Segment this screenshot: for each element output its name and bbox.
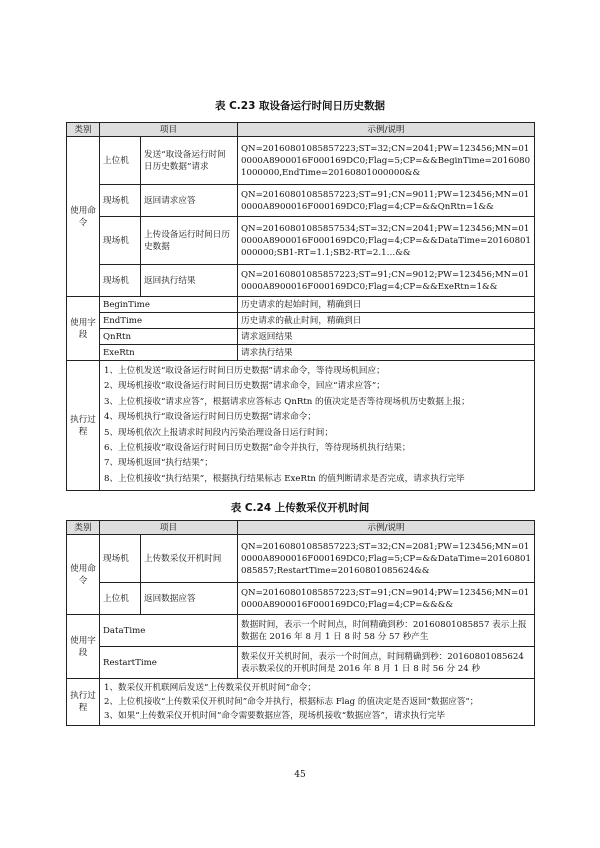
action-cell: 返回执行结果 bbox=[141, 265, 238, 297]
field-desc-cell: 请求执行结果 bbox=[238, 345, 535, 361]
table-row bbox=[67, 137, 535, 185]
category-cell: 使用字段 bbox=[67, 297, 100, 361]
header-item: 项目 bbox=[100, 521, 238, 535]
field-desc-cell: 历史请求的起始时间，精确到日 bbox=[238, 297, 535, 313]
category-cell: 执行过程 bbox=[67, 361, 100, 491]
category-cell: 使用字段 bbox=[67, 615, 100, 679]
field-name-cell: EndTime bbox=[100, 313, 238, 329]
table-row bbox=[67, 313, 535, 329]
field-name-cell: QnRtn bbox=[100, 329, 238, 345]
action-cell: 返回请求应答 bbox=[141, 185, 238, 217]
process-step: 5、现场机依次上报请求时间段内污染治理设备日运行时间； bbox=[104, 427, 333, 438]
table-row bbox=[67, 185, 535, 217]
example-cell: QN=20160801085857534;ST=32;CN=2041;PW=123456;MN=010000A8900016F000169DC0;Flag=4;CP=&&DataTime=20160801000000;SB1-RT=1.1;SB2-RT=2.1…&& bbox=[238, 217, 535, 265]
example-cell: QN=20160801085857223;ST=32;CN=2041;PW=123456;MN=010000A8900016F000169DC0;Flag=5;CP=&&BeginTime=20160801000000,EndTime=20160801000000&& bbox=[238, 137, 535, 185]
example-cell: QN=20160801085857223;ST=91;CN=9014;PW=123456;MN=010000A8900016F000169DC0;Flag=4;CP=&&&& bbox=[238, 583, 535, 615]
process-step: 8、上位机接收“执行结果”，根据执行结果标志 ExeRtn 的值判断请求是否完成，请求执行完毕 bbox=[104, 473, 465, 484]
process-step: 6、上位机接收“取设备运行时间日历史数据”命令并执行，等待现场机执行结果； bbox=[104, 443, 411, 454]
table-row bbox=[67, 345, 535, 361]
header-example: 示例/说明 bbox=[238, 123, 535, 137]
history-data-table bbox=[66, 122, 535, 491]
process-cell bbox=[100, 679, 535, 726]
party-cell: 上位机 bbox=[100, 583, 141, 615]
table-row bbox=[67, 583, 535, 615]
example-cell: QN=20160801085857223;ST=32;CN=2081;PW=123456;MN=010000A8900016F000169DC0;Flag=5;CP=&&DataTime=20160801085857;RestartTime=20160801085624&& bbox=[238, 535, 535, 583]
table-row bbox=[67, 265, 535, 297]
table-row bbox=[67, 297, 535, 313]
field-name-cell: BeginTime bbox=[100, 297, 238, 313]
table-row bbox=[67, 679, 535, 726]
process-step: 3、上位机接收“请求应答”，根据请求应答标志 QnRtn 的值决定是否等待现场机历史数据上报； bbox=[104, 396, 470, 407]
header-row bbox=[67, 521, 535, 535]
process-step: 7、现场机返回“执行结果”； bbox=[104, 458, 213, 469]
header-row bbox=[67, 123, 535, 137]
category-cell: 执行过程 bbox=[67, 679, 100, 726]
header-item: 项目 bbox=[100, 123, 238, 137]
table-row bbox=[67, 329, 535, 345]
table-caption: 表 C.23 取设备运行时间日历史数据 bbox=[214, 100, 386, 112]
process-step: 2、现场机接收“取设备运行时间日历史数据”请求命令，回应“请求应答”； bbox=[104, 381, 385, 392]
field-name-cell: RestartTime bbox=[100, 647, 238, 679]
table-row bbox=[67, 217, 535, 265]
process-step: 3、如果“上传数采仪开机时间”命令需要数据应答，现场机接收“数据应答”，请求执行完毕 bbox=[104, 711, 446, 721]
party-cell: 上位机 bbox=[100, 137, 141, 185]
action-cell: 上传设备运行时间日历史数据 bbox=[141, 217, 238, 265]
process-step: 1、上位机发送“取设备运行时间日历史数据”请求命令，等待现场机回应； bbox=[104, 366, 385, 376]
field-name-cell: DataTime bbox=[100, 615, 238, 647]
action-cell: 发送“取设备运行时间日历史数据”请求 bbox=[141, 137, 238, 185]
table-row bbox=[67, 535, 535, 583]
field-desc-cell: 历史请求的截止时间，精确到日 bbox=[238, 313, 535, 329]
process-step: 2、上位机接收“上传数采仪开机时间”命令并执行，根据标志 Flag 的值决定是否返回“数据应答”； bbox=[104, 697, 479, 707]
header-category: 类别 bbox=[67, 123, 100, 137]
page-number: 45 bbox=[294, 770, 306, 780]
table-caption: 表 C.24 上传数采仪开机时间 bbox=[230, 502, 370, 514]
startup-time-table bbox=[66, 520, 535, 726]
category-cell: 使用命令 bbox=[67, 535, 100, 615]
process-step: 4、现场机执行“取设备运行时间日历史数据”请求命令； bbox=[104, 412, 316, 423]
field-desc-cell: 请求返回结果 bbox=[238, 329, 535, 345]
process-step: 1、数采仪开机联网后发送“上传数采仪开机时间”命令； bbox=[104, 683, 316, 693]
party-cell: 现场机 bbox=[100, 217, 141, 265]
header-category: 类别 bbox=[67, 521, 100, 535]
party-cell: 现场机 bbox=[100, 185, 141, 217]
field-desc-cell: 数采仪开关机时间，表示一个时间点，时间精确到秒：20160801085624 表示数采仪的开机时间是 2016 年 8 月 1 日 8 时 56 分 24 秒 bbox=[238, 647, 535, 679]
example-cell: QN=20160801085857223;ST=91;CN=9012;PW=123456;MN=010000A8900016F000169DC0;Flag=4;CP=&&ExeRtn=1&& bbox=[238, 265, 535, 297]
process-cell bbox=[100, 361, 535, 491]
field-desc-cell: 数据时间，表示一个时间点，时间精确到秒：20160801085857 表示上报数据在 2016 年 8 月 1 日 8 时 58 分 57 秒产生 bbox=[238, 615, 535, 647]
action-cell: 上传数采仪开机时间 bbox=[141, 535, 238, 583]
action-cell: 返回数据应答 bbox=[141, 583, 238, 615]
example-cell: QN=20160801085857223;ST=91;CN=9011;PW=123456;MN=010000A8900016F000169DC0;Flag=4;CP=&&QnRtn=1&& bbox=[238, 185, 535, 217]
header-example: 示例/说明 bbox=[238, 521, 535, 535]
field-name-cell: ExeRtn bbox=[100, 345, 238, 361]
table-row bbox=[67, 647, 535, 679]
table-row bbox=[67, 615, 535, 647]
party-cell: 现场机 bbox=[100, 535, 141, 583]
category-cell: 使用命令 bbox=[67, 137, 100, 297]
table-row bbox=[67, 361, 535, 491]
party-cell: 现场机 bbox=[100, 265, 141, 297]
